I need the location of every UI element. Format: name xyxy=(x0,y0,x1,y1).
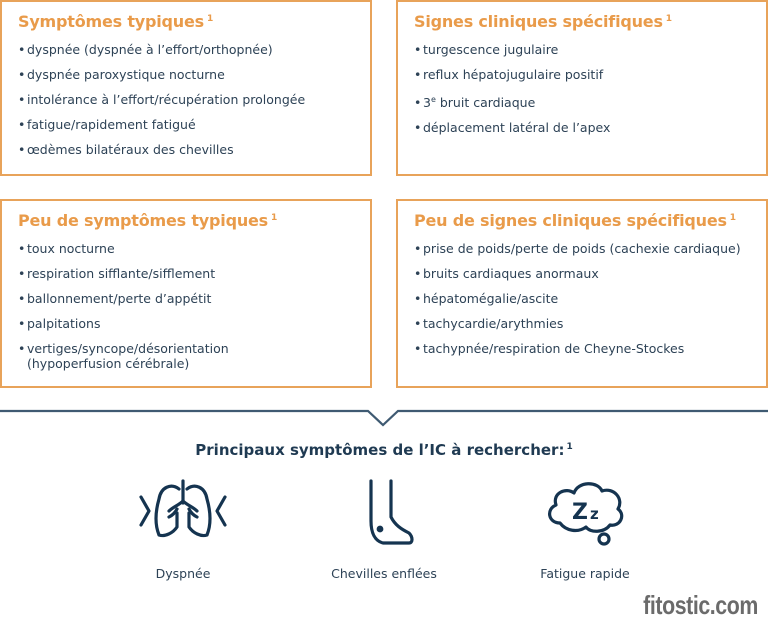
signs-list xyxy=(414,42,610,145)
swollen-ankles-label: Chevilles enflées xyxy=(331,566,437,581)
box-title: Symptômes typiques $^1$ xyxy=(18,12,214,31)
list-item: • ballonnement/perte d’appétit xyxy=(18,291,212,306)
list-item: • bruits cardiaques anormaux xyxy=(414,266,599,281)
foot-icon xyxy=(349,475,419,550)
watermark: fitostic.com xyxy=(643,590,758,620)
list-item: • reflux hépatojugulaire positif xyxy=(414,67,604,82)
symptom-list xyxy=(18,241,229,381)
list-item: • turgescence jugulaire xyxy=(414,42,559,57)
swollen-ankles-item xyxy=(294,475,474,550)
svg-text:Z: Z xyxy=(572,500,588,525)
fatigue-label: Fatigue rapide xyxy=(540,566,630,581)
sleep-cloud-icon xyxy=(540,475,630,550)
main-symptoms-title: Principaux symptômes de l’IC à rechercher: $^1$ xyxy=(195,441,573,459)
list-item: • intolérance à l’effort/récupération prolongée xyxy=(18,92,306,107)
box-title: Peu de symptômes typiques $^1$ xyxy=(18,211,278,230)
dyspnea-label: Dyspnée xyxy=(155,566,211,581)
lungs-icon xyxy=(133,475,233,545)
few-typical-symptoms-box xyxy=(0,199,372,388)
list-item: • 3e bruit cardiaque xyxy=(414,95,536,110)
list-item: • dyspnée (dyspnée à l’effort/orthopnée) xyxy=(18,42,273,57)
list-item: • palpitations xyxy=(18,316,101,331)
svg-text:z: z xyxy=(590,505,599,523)
fatigue-item xyxy=(495,475,675,550)
symptom-list xyxy=(18,42,305,167)
specific-signs-box xyxy=(396,0,768,176)
box-title: Peu de signes cliniques spécifiques $^1$ xyxy=(414,211,736,230)
list-item: • œdèmes bilatéraux des chevilles xyxy=(18,142,234,157)
dyspnea-item xyxy=(93,475,273,545)
list-item: • dyspnée paroxystique nocturne xyxy=(18,67,225,82)
typical-symptoms-box xyxy=(0,0,372,176)
list-item: • respiration sifflante/sifflement xyxy=(18,266,216,281)
list-item: • tachypnée/respiration de Cheyne-Stockes xyxy=(414,341,685,356)
list-item: • fatigue/rapidement fatigué xyxy=(18,117,196,132)
few-specific-signs-box xyxy=(396,199,768,388)
list-item: • toux nocturne xyxy=(18,241,115,256)
list-item: • prise de poids/perte de poids (cachexie cardiaque) xyxy=(414,241,741,256)
signs-list xyxy=(414,241,741,366)
list-item: • déplacement latéral de l’apex xyxy=(414,120,611,135)
notched-divider xyxy=(0,403,768,433)
list-item: • vertiges/syncope/désorientation (hypoperfusion cérébrale) xyxy=(18,341,229,371)
list-item: • tachycardie/arythmies xyxy=(414,316,564,331)
list-item: • hépatomégalie/ascite xyxy=(414,291,559,306)
box-title: Signes cliniques spécifiques $^1$ xyxy=(414,12,672,31)
